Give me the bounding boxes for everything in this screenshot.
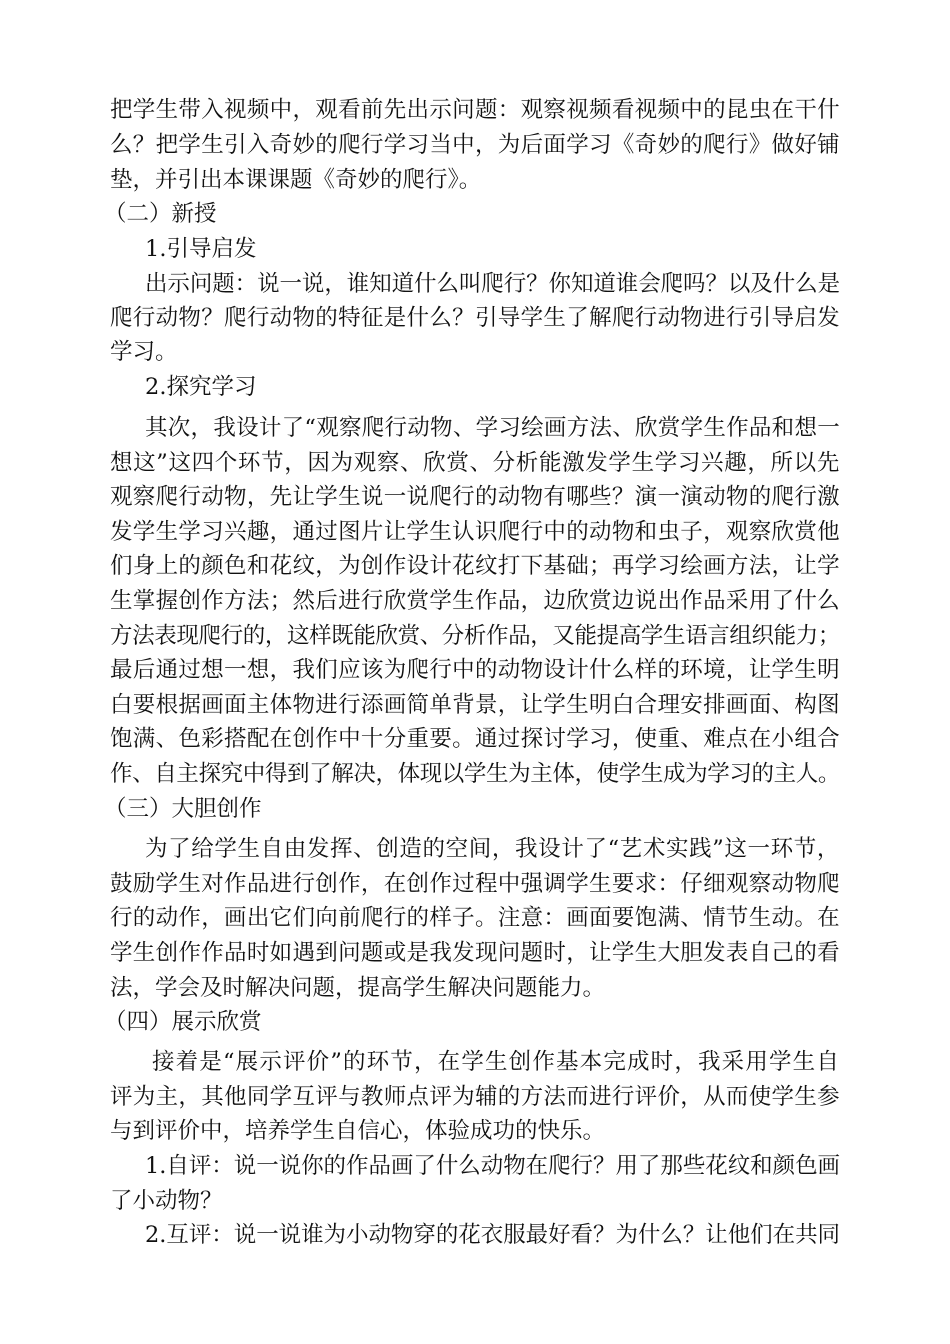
text-line: 2.探究学习 <box>145 374 257 400</box>
text-line: 生掌握创作方法；然后进行欣赏学生作品，边欣赏边说出作品采用了什么 <box>110 588 840 614</box>
text-line: 学习。 <box>110 339 178 365</box>
text-line: 了小动物？ <box>110 1188 223 1214</box>
text-line: 垫，并引出本课课题《奇妙的爬行》。 <box>110 167 482 193</box>
text-line: 法，学会及时解决问题，提高学生解决问题能力。 <box>110 975 606 1001</box>
text-line: 评为主，其他同学互评与教师点评为辅的方法而进行评价，从而使学生参 <box>110 1084 840 1110</box>
text-line: 把学生带入视频中，观看前先出示问题：观察视频看视频中的昆虫在干什 <box>110 97 840 123</box>
text-line: 发学生学习兴趣，通过图片让学生认识爬行中的动物和虫子，观察欣赏他 <box>110 519 840 545</box>
text-line: 想这”这四个环节，因为观察、欣赏、分析能激发学生学习兴趣，所以先 <box>110 450 840 476</box>
text-line: 爬行动物？爬行动物的特征是什么？引导学生了解爬行动物进行引导启发 <box>110 305 840 331</box>
text-line: 接着是“展示评价”的环节，在学生创作基本完成时，我采用学生自 <box>152 1049 840 1075</box>
section-heading: （二）新授 <box>104 201 217 227</box>
text-line: 2.互评：说一说谁为小动物穿的花衣服最好看？为什么？让他们在共同 <box>145 1222 840 1248</box>
text-line: 为了给学生自由发挥、创造的空间，我设计了“艺术实践”这一环节， <box>145 836 840 862</box>
text-line: 与到评价中，培养学生自信心，体验成功的快乐。 <box>110 1118 606 1144</box>
text-line: 学生创作作品时如遇到问题或是我发现问题时，让学生大胆发表自己的看 <box>110 940 840 966</box>
text-line: 鼓励学生对作品进行创作，在创作过程中强调学生要求：仔细观察动物爬 <box>110 871 840 897</box>
text-line: 1.自评：说一说你的作品画了什么动物在爬行？用了那些花纹和颜色画 <box>145 1153 840 1179</box>
text-line: 方法表现爬行的，这样既能欣赏、分析作品，又能提高学生语言组织能力； <box>110 623 840 649</box>
text-line: 作、自主探究中得到了解决，体现以学生为主体，使学生成为学习的主人。 <box>110 761 840 787</box>
text-line: 最后通过想一想，我们应该为爬行中的动物设计什么样的环境，让学生明 <box>110 657 840 683</box>
text-line: 白要根据画面主体物进行添画简单背景，让学生明白合理安排画面、构图 <box>110 692 840 718</box>
text-line: 出示问题：说一说，谁知道什么叫爬行？你知道谁会爬吗？以及什么是 <box>145 271 840 297</box>
text-line: 饱满、色彩搭配在创作中十分重要。通过探讨学习，使重、难点在小组合 <box>110 726 840 752</box>
text-line: 1.引导启发 <box>145 236 257 262</box>
section-heading: （四）展示欣赏 <box>104 1009 262 1035</box>
text-line: 其次，我设计了“观察爬行动物、学习绘画方法、欣赏学生作品和想一 <box>145 415 840 441</box>
text-line: 观察爬行动物，先让学生说一说爬行的动物有哪些？演一演动物的爬行激 <box>110 484 840 510</box>
text-line: 么？把学生引入奇妙的爬行学习当中，为后面学习《奇妙的爬行》做好铺 <box>110 132 840 158</box>
text-line: 行的动作，画出它们向前爬行的样子。注意：画面要饱满、情节生动。在 <box>110 905 840 931</box>
text-line: 们身上的颜色和花纹，为创作设计花纹打下基础；再学习绘画方法，让学 <box>110 553 840 579</box>
section-heading: （三）大胆创作 <box>104 796 262 822</box>
